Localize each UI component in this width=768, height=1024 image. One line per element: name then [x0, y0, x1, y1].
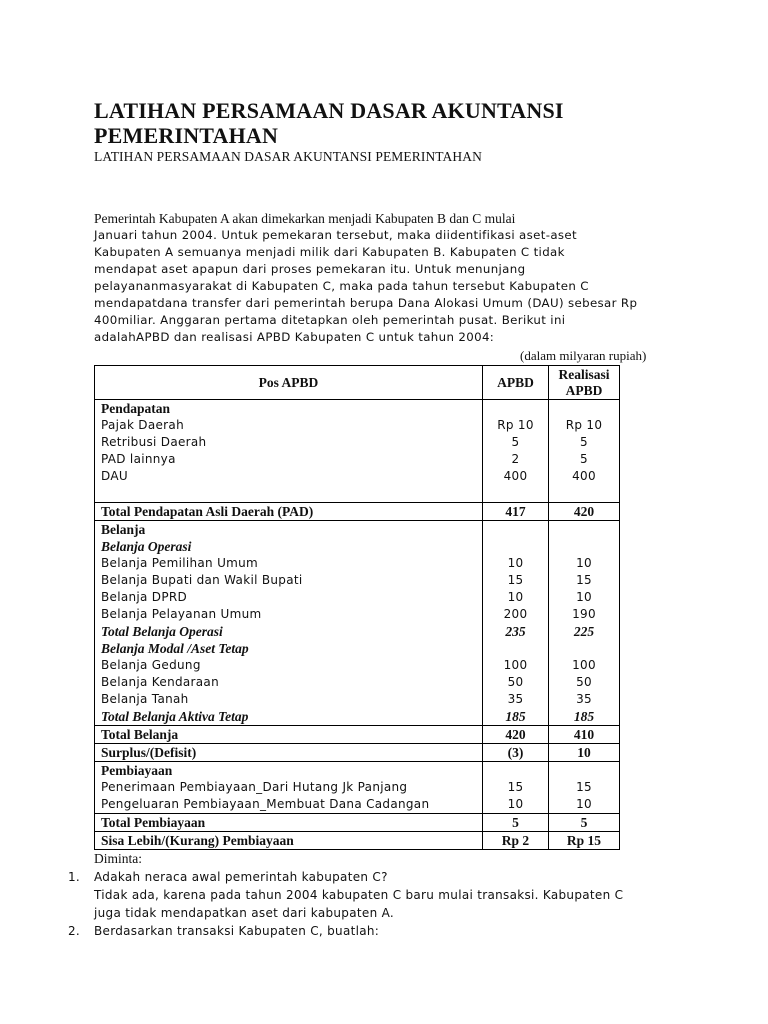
intro-paragraph — [94, 210, 694, 346]
sisa-label: Sisa Lebih/(Kurang) Pembiayaan — [95, 832, 483, 850]
surplus-label: Surplus/(Defisit) — [95, 744, 483, 762]
subtotal-apbd: 235 — [505, 624, 526, 639]
apbd-value: 10 — [507, 590, 524, 604]
apbd-value: 50 — [507, 675, 524, 689]
apbd-value: 10 — [507, 797, 524, 811]
page-subtitle: LATIHAN PERSAMAAN DASAR AKUNTANSI PEMERINTAHAN — [94, 149, 482, 164]
total-pembiayaan-label: Total Pembiayaan — [95, 814, 483, 832]
realisasi-value: 15 — [576, 780, 592, 794]
realisasi-value: 5 — [580, 452, 588, 466]
row-label: Penerimaan Pembiayaan_Dari Hutang Jk Panjang — [101, 780, 408, 794]
paragraph-line: Pemerintah Kabupaten A akan dimekarkan menjadi Kabupaten B dan C mulai — [94, 211, 516, 226]
row-label: Belanja Tanah — [101, 692, 189, 706]
diminta-label: Diminta: — [94, 851, 142, 866]
row-label: Pajak Daerah — [101, 418, 184, 432]
total-pembiayaan-realisasi: 5 — [549, 814, 620, 832]
surplus-realisasi: 10 — [549, 744, 620, 762]
row-label: PAD lainnya — [101, 452, 176, 466]
answer-line: Tidak ada, karena pada tahun 2004 kabupaten C baru mulai transaksi. Kabupaten C — [94, 888, 624, 902]
apbd-value: 15 — [507, 780, 524, 794]
total-pembiayaan-apbd: 5 — [483, 814, 549, 832]
page-title: LATIHAN PERSAMAAN DASAR AKUNTANSI PEMERINTAHAN — [94, 98, 564, 148]
realisasi-value: 400 — [572, 469, 596, 483]
apbd-value: 35 — [507, 692, 524, 706]
apbd-value: 400 — [503, 469, 528, 483]
questions-section — [68, 850, 734, 940]
realisasi-value: 10 — [576, 556, 592, 570]
header-apbd: APBD — [483, 366, 549, 400]
realisasi-value: 35 — [576, 692, 592, 706]
apbd-value: 15 — [507, 573, 524, 587]
apbd-value: 10 — [507, 556, 524, 570]
row-label: Belanja Pelayanan Umum — [101, 607, 262, 621]
realisasi-value: 10 — [576, 590, 592, 604]
paragraph-line: Januari tahun 2004. Untuk pemekaran tersebut, maka diidentifikasi aset-aset — [94, 228, 577, 242]
total-pembiayaan-row — [95, 814, 620, 832]
paragraph-line: pelayananmasyarakat di Kabupaten C, maka pada tahun tersebut Kabupaten C — [94, 279, 589, 293]
row-label: Belanja DPRD — [101, 590, 188, 604]
row-label: Belanja Gedung — [101, 658, 201, 672]
subtotal-realisasi: 185 — [573, 709, 595, 724]
paragraph-line: adalahAPBD dan realisasi APBD Kabupaten C untuk tahun 2004: — [94, 330, 495, 344]
realisasi-value: 190 — [572, 607, 596, 621]
question-number: 1. — [68, 870, 81, 884]
answer-line: juga tidak mendapatkan aset dari kabupaten A. — [94, 906, 394, 920]
total-belanja-apbd: 420 — [483, 726, 549, 744]
subsection-heading: Belanja Operasi — [101, 539, 192, 554]
row-label: Retribusi Daerah — [101, 435, 207, 449]
sisa-row — [95, 832, 620, 850]
question-1 — [68, 868, 734, 886]
pendapatan-section — [95, 400, 620, 503]
total-pad-apbd: 417 — [483, 503, 549, 521]
total-pad-row — [95, 503, 620, 521]
sisa-apbd: Rp 2 — [483, 832, 549, 850]
apbd-value: 5 — [511, 435, 520, 449]
realisasi-value: 5 — [580, 435, 588, 449]
realisasi-value: Rp 10 — [565, 418, 603, 432]
paragraph-line: mendapat aset apapun dari proses pemekaran itu. Untuk menunjang — [94, 262, 526, 276]
pembiayaan-section — [95, 762, 620, 814]
header-pos-apbd: Pos APBD — [95, 366, 483, 400]
apbd-value: 200 — [503, 607, 528, 621]
subsection-heading: Belanja Modal /Aset Tetap — [101, 641, 249, 656]
total-belanja-row — [95, 726, 620, 744]
row-label: DAU — [101, 469, 128, 483]
unit-note: (dalam milyaran rupiah) — [520, 348, 647, 363]
apbd-table — [94, 365, 620, 850]
surplus-apbd: (3) — [483, 744, 549, 762]
section-heading: Pendapatan — [101, 401, 171, 416]
apbd-value: 2 — [511, 452, 520, 466]
surplus-row — [95, 744, 620, 762]
sisa-realisasi: Rp 15 — [549, 832, 620, 850]
section-heading: Pembiayaan — [101, 763, 173, 778]
total-pad-label: Total Pendapatan Asli Daerah (PAD) — [95, 503, 483, 521]
subtotal-label: Total Belanja Aktiva Tetap — [101, 709, 249, 724]
row-label: Pengeluaran Pembiayaan_Membuat Dana Cadangan — [101, 797, 430, 811]
apbd-value: 100 — [503, 658, 528, 672]
paragraph-line: 400miliar. Anggaran pertama ditetapkan oleh pemerintah pusat. Berikut ini — [94, 313, 566, 327]
row-label: Belanja Bupati dan Wakil Bupati — [101, 573, 303, 587]
section-heading: Belanja — [101, 522, 146, 537]
apbd-value: Rp 10 — [497, 418, 534, 432]
row-label: Belanja Kendaraan — [101, 675, 219, 689]
realisasi-value: 10 — [576, 797, 592, 811]
question-text: Berdasarkan transaksi Kabupaten C, buatlah: — [94, 924, 380, 938]
total-belanja-realisasi: 410 — [549, 726, 620, 744]
subtotal-realisasi: 225 — [573, 624, 595, 639]
header-realisasi: Realisasi APBD — [549, 366, 620, 400]
question-text: Adakah neraca awal pemerintah kabupaten C? — [94, 870, 388, 884]
realisasi-value: 50 — [576, 675, 592, 689]
realisasi-value: 15 — [576, 573, 592, 587]
subtotal-apbd: 185 — [505, 709, 526, 724]
total-pad-realisasi: 420 — [549, 503, 620, 521]
table-header-row — [95, 366, 620, 400]
total-belanja-label: Total Belanja — [95, 726, 483, 744]
row-label: Belanja Pemilihan Umum — [101, 556, 259, 570]
question-number: 2. — [68, 924, 81, 938]
belanja-section — [95, 521, 620, 726]
subtotal-label: Total Belanja Operasi — [101, 624, 223, 639]
paragraph-line: mendapatdana transfer dari pemerintah berupa Dana Alokasi Umum (DAU) sebesar Rp — [94, 296, 638, 310]
realisasi-value: 100 — [572, 658, 596, 672]
question-2 — [68, 922, 734, 940]
paragraph-line: Kabupaten A semuanya menjadi milik dari Kabupaten B. Kabupaten C tidak — [94, 245, 565, 259]
